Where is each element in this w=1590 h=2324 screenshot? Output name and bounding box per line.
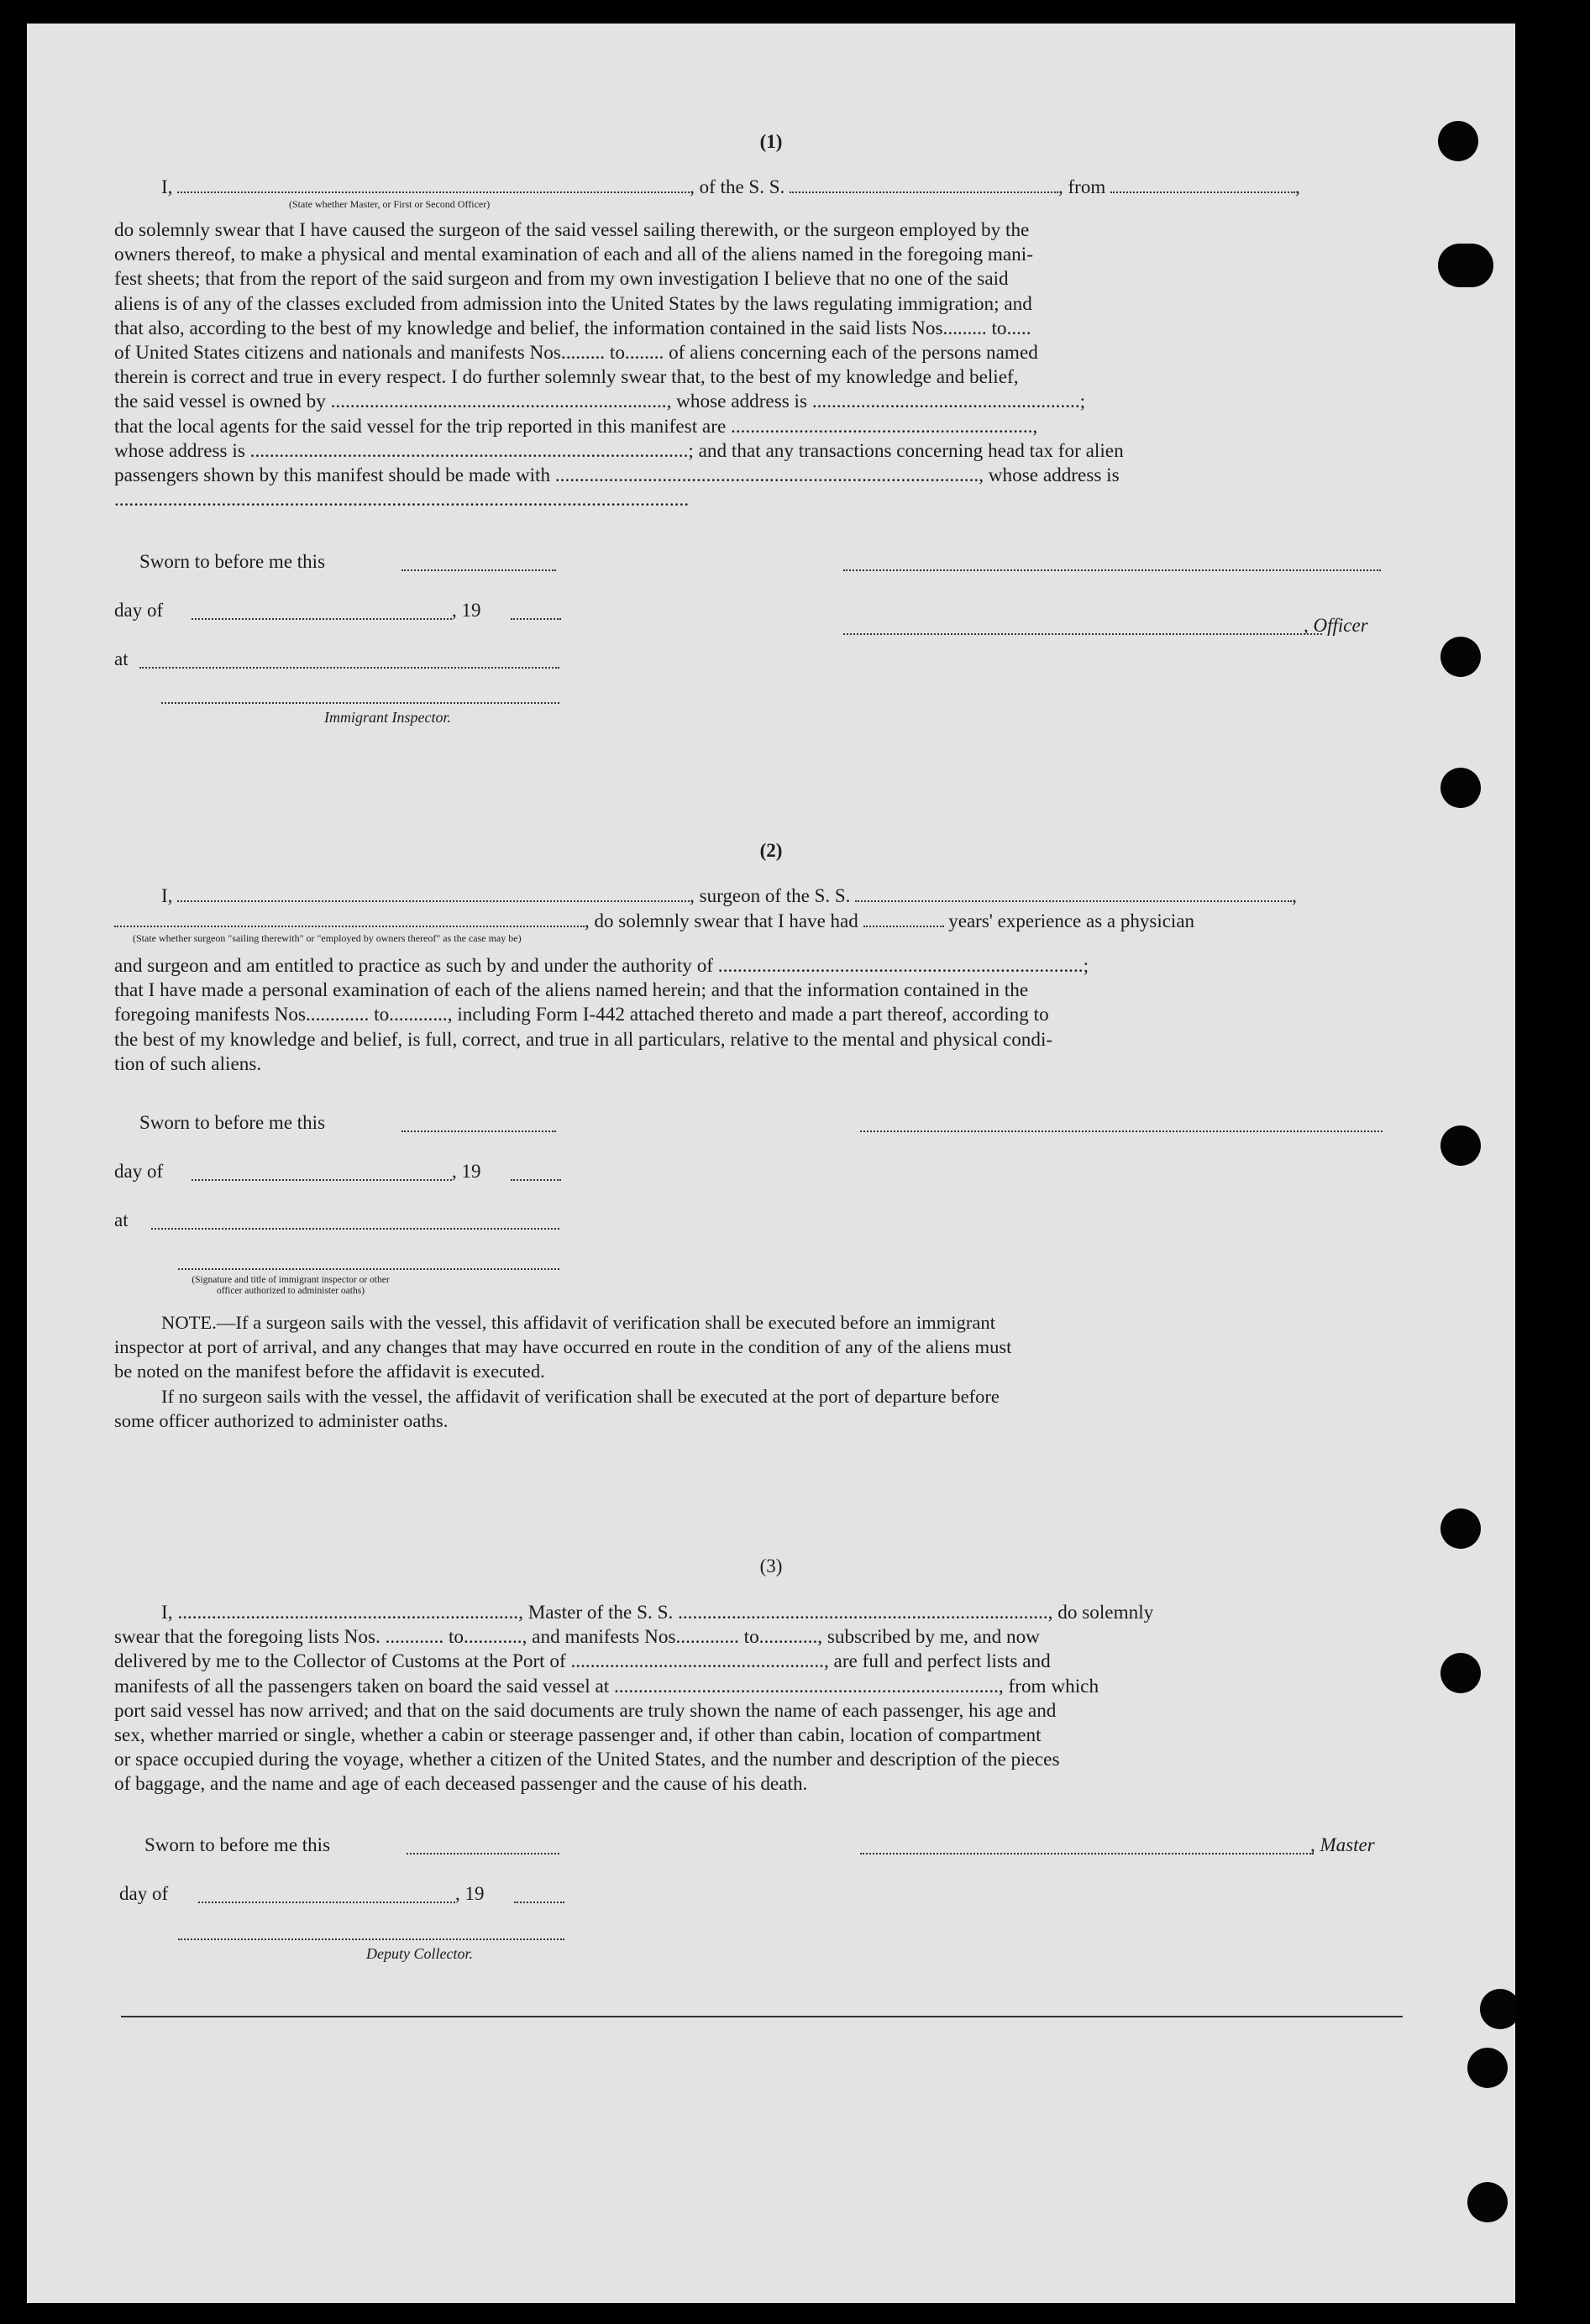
swear-text: , do solemnly swear that I have had bbox=[585, 910, 858, 931]
punch-hole bbox=[1480, 1989, 1515, 2029]
form-page bbox=[27, 24, 1515, 2303]
body-line: delivered by me to the Collector of Customs at the Port of ...................................................., are full and perfect lists and bbox=[114, 1650, 1051, 1673]
inspector-label: Immigrant Inspector. bbox=[324, 709, 451, 726]
surgeon-of-text: , surgeon of the S. S. bbox=[690, 885, 851, 906]
sworn-day-blank bbox=[407, 1853, 559, 1854]
punch-hole bbox=[1467, 2048, 1508, 2088]
year-blank bbox=[511, 618, 561, 620]
body-line: do solemnly swear that I have caused the surgeon of the said vessel sailing therewith, or the surgeon employed by the bbox=[114, 219, 1030, 241]
day-of-blank bbox=[198, 1902, 455, 1903]
section-3-number: (3) bbox=[759, 1555, 783, 1576]
line-end: , bbox=[1294, 176, 1300, 197]
body-line: foregoing manifests Nos............. to............, including Form I-442 attached thereto and made a part thereof, according to bbox=[114, 1004, 1049, 1026]
year-label: , 19 bbox=[455, 1883, 485, 1904]
master-label: , Master bbox=[1310, 1834, 1375, 1855]
day-of-label: day of bbox=[114, 600, 164, 621]
sworn-day-blank bbox=[401, 569, 556, 571]
section-2-hint: (State whether surgeon "sailing therewith" or "employed by owners thereof" as the case may be) bbox=[133, 932, 522, 944]
body-line: the said vessel is owned by ....................................................................., whose address is .......................................................; bbox=[114, 391, 1086, 413]
note-line: NOTE.—If a surgeon sails with the vessel, this affidavit of verification shall be executed before an immigrant bbox=[161, 1312, 995, 1333]
section-2-number: (2) bbox=[759, 840, 783, 861]
punch-hole bbox=[1467, 2182, 1508, 2222]
years-text: years' experience as a physician bbox=[948, 910, 1195, 931]
section-3-body bbox=[114, 1601, 1412, 1797]
surgeon-name-blank bbox=[177, 885, 690, 902]
body-line: that also, according to the best of my knowledge and belief, the information contained in the said lists Nos......... to..... bbox=[114, 317, 1031, 339]
line-end: , bbox=[1292, 885, 1297, 906]
punch-hole bbox=[1440, 768, 1481, 808]
line-prefix: I, bbox=[161, 176, 173, 197]
at-blank bbox=[139, 667, 559, 669]
body-line: therein is correct and true in every respect. I do further solemnly swear that, to the best of my knowledge and belief, bbox=[114, 366, 1019, 389]
body-line: passengers shown by this manifest should be made with ......................................................................................., whose address is bbox=[114, 464, 1120, 486]
punch-hole bbox=[1440, 1125, 1481, 1166]
day-of-blank bbox=[192, 618, 452, 620]
body-line: ...................................................................................................................... bbox=[114, 489, 690, 511]
section-1-number: (1) bbox=[759, 131, 783, 152]
body-line: or space occupied during the voyage, whether a citizen of the United States, and the number and description of the pieces bbox=[114, 1749, 1060, 1771]
section-2-body bbox=[114, 954, 1412, 1077]
sworn-label: Sworn to before me this bbox=[139, 1112, 326, 1133]
day-of-label: day of bbox=[114, 1161, 164, 1182]
body-line: tion of such aliens. bbox=[114, 1052, 262, 1075]
ship-name-blank bbox=[855, 885, 1292, 902]
body-line: I, ......................................................................, Master of the S. S. ............................................................................, do solemnly bbox=[161, 1602, 1154, 1624]
body-line: that I have made a personal examination of each of the aliens named herein; and that the information contained in the bbox=[114, 979, 1029, 1002]
sworn-day-blank bbox=[401, 1131, 556, 1132]
body-line: aliens is of any of the classes excluded from admission into the United States by the laws regulating immigration; and bbox=[114, 292, 1032, 315]
body-line: port said vessel has now arrived; and that on the said documents are truly shown the name of each passenger, his age and bbox=[114, 1699, 1057, 1722]
sworn-label: Sworn to before me this bbox=[139, 551, 326, 572]
punch-hole bbox=[1438, 244, 1493, 287]
from-text: , from bbox=[1058, 176, 1106, 197]
body-line: of United States citizens and nationals and manifests Nos......... to........ of aliens concerning each of the persons named bbox=[114, 341, 1038, 364]
officer-label: , Officer bbox=[1304, 615, 1368, 636]
day-of-blank bbox=[192, 1179, 452, 1181]
signature-hint: (Signature and title of immigrant inspector or other officer authorized to administer oaths) bbox=[192, 1275, 390, 1296]
section-2-line-2 bbox=[114, 910, 1194, 932]
body-line: of baggage, and the name and age of each deceased passenger and the cause of his death. bbox=[114, 1773, 808, 1796]
punch-hole bbox=[1440, 637, 1481, 677]
body-line: swear that the foregoing lists Nos. ............ to............, and manifests Nos............. to............, subscribed by me, and now bbox=[114, 1626, 1040, 1649]
body-line: and surgeon and am entitled to practice as such by and under the authority of ...........................................................................; bbox=[114, 955, 1089, 977]
day-of-label: day of bbox=[119, 1883, 169, 1904]
from-port-blank bbox=[1110, 176, 1295, 193]
surgeon-type-blank bbox=[114, 910, 585, 927]
body-line: manifests of all the passengers taken on board the said vessel at ..............................................................................., from which bbox=[114, 1675, 1099, 1697]
body-line: owners thereof, to make a physical and mental examination of each and all of the aliens named in the foregoing mani- bbox=[114, 244, 1033, 266]
note-line: be noted on the manifest before the affidavit is executed. bbox=[114, 1361, 545, 1382]
officer-signature-line bbox=[843, 569, 1381, 571]
body-line: the best of my knowledge and belief, is full, correct, and true in all particulars, relative to the mental and physical condi- bbox=[114, 1028, 1053, 1051]
section-1-line-1 bbox=[161, 176, 1300, 198]
body-line: whose address is ..........................................................................................; and that any transactions concerning head tax for alien bbox=[114, 439, 1124, 462]
officer-line bbox=[843, 633, 1322, 635]
year-label: , 19 bbox=[452, 600, 481, 621]
body-line: fest sheets; that from the report of the said surgeon and from my own investigation I believe that no one of the said bbox=[114, 268, 1009, 291]
inspector-signature-line bbox=[178, 1268, 559, 1270]
collector-label: Deputy Collector. bbox=[366, 1945, 473, 1962]
note-line: If no surgeon sails with the vessel, the affidavit of verification shall be executed at the port of departure before bbox=[161, 1385, 1000, 1407]
section-1-body bbox=[114, 218, 1412, 512]
line-prefix: I, bbox=[161, 885, 173, 906]
at-blank bbox=[151, 1228, 559, 1230]
section-1-hint: (State whether Master, or First or Second Officer) bbox=[289, 198, 491, 210]
year-label: , 19 bbox=[452, 1161, 481, 1182]
note-line: some officer authorized to administer oaths. bbox=[114, 1409, 449, 1431]
bottom-rule bbox=[121, 2016, 1403, 2017]
at-label: at bbox=[114, 648, 129, 669]
note-line: inspector at port of arrival, and any changes that may have occurred en route in the condition of any of the aliens must bbox=[114, 1336, 1012, 1358]
sworn-label: Sworn to before me this bbox=[144, 1834, 331, 1855]
master-name-blank bbox=[177, 176, 690, 193]
ship-name-blank bbox=[790, 176, 1058, 193]
master-signature-line bbox=[860, 1853, 1314, 1854]
section-2-line-1 bbox=[161, 885, 1297, 907]
punch-hole bbox=[1440, 1508, 1481, 1549]
surgeon-signature-line bbox=[860, 1131, 1383, 1132]
note-block bbox=[114, 1310, 1412, 1433]
year-blank bbox=[514, 1902, 564, 1903]
body-line: that the local agents for the said vessel for the trip reported in this manifest are .............................................................., bbox=[114, 415, 1038, 438]
collector-signature-line bbox=[178, 1938, 564, 1940]
at-label: at bbox=[114, 1209, 129, 1230]
years-blank bbox=[863, 910, 944, 927]
of-ss-text: , of the S. S. bbox=[690, 176, 785, 197]
body-line: sex, whether married or single, whether a cabin or steerage passenger and, if other than cabin, location of compartment bbox=[114, 1723, 1042, 1746]
inspector-signature-line bbox=[161, 702, 559, 704]
punch-hole bbox=[1440, 1653, 1481, 1693]
year-blank bbox=[511, 1179, 561, 1181]
